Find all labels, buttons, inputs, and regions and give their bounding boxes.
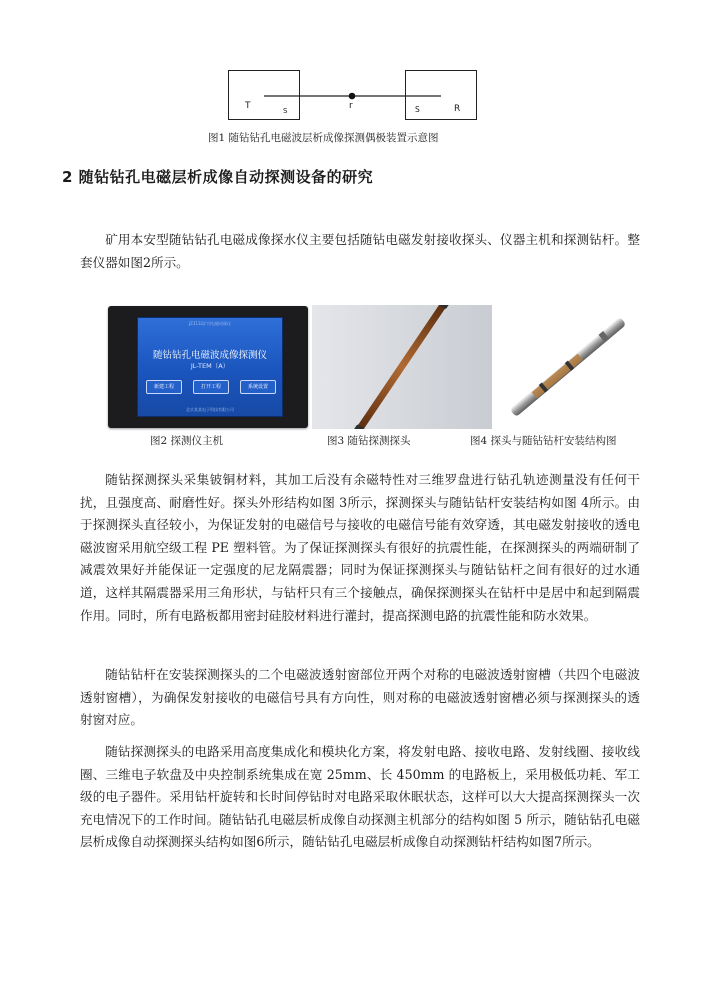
instrument-host-photo xyxy=(108,306,308,428)
section-heading: 2 随钻钻孔电磁层析成像自动探测设备的研究 xyxy=(62,168,374,186)
label-r-upper: R xyxy=(454,104,461,114)
label-s-right: S xyxy=(415,105,420,114)
screen-button-new-project: 新建工程 xyxy=(146,380,182,394)
paragraph-probe-material: 随钻探测探头采集铍铜材料，其加工后没有余磁特性对三维罗盘进行钻孔轨迹测量没有任何干扰，且强度高、耐磨性好。探头外形结构如图 3所示，探测探头与随钻钻杆安装结构如图 4所示。由于探测探头直径较小，为保证发射的电磁信号与接收的电磁信号能有效穿透，其电磁发射接收的透电磁波窗采用航空级工程 PE 塑料管。为了保证探测探头有很好的抗震性能，在探测探头的两端研制了减震效果好并能保证一定强度的尼龙隔震器；同时为保证探测探头与随钻钻杆之间有很好的过水通道，这样其隔震器采用三角形状，与钻杆只有三个接触点，确保探测探头在钻杆中是居中和起到隔震作用。同时，所有电路板都用密封硅胶材料进行灌封，提高探测电路的抗震性能和防水效果。 xyxy=(80,472,640,623)
paragraph-circuit: 随钻探测探头的电路采用高度集成化和模块化方案，将发射电路、接收电路、发射线圈、接收线圈、三维电子软盘及中央控制系统集成在宽 25mm、长 450mm 的电路板上，采用极低功耗、军工级的电子器件。采用钻杆旋转和长时间停钻时对电路采取休眠状态，这样可以大大提高探测探头一次充电情况下的工作时间。随钻钻孔电磁层析成像自动探测主机部分的结构如图 5 所示，随钻钻孔电磁层析成像自动探测探头结构如图6所示，随钻钻孔电磁层析成像自动探测钻杆结构如图7所示。 xyxy=(80,744,640,850)
screen-title: 随钻钻孔电磁波成像探测仪 xyxy=(152,350,267,361)
probe-drill-rod-photo xyxy=(494,305,642,429)
label-s-left: S xyxy=(283,107,288,115)
paragraph-intro: 矿用本安型随钻钻孔电磁成像探水仪主要包括随钻电磁发射接收探头、仪器主机和探测钻杆。整套仪器如图2所示。 xyxy=(80,232,640,270)
figure-2-caption: 图2 探测仪主机 xyxy=(150,435,224,447)
screen-button-open-project: 打开工程 xyxy=(193,380,229,394)
figure-3-caption: 图3 随钻探测探头 xyxy=(327,435,411,447)
paragraph-drill-rod: 随钻钻杆在安装探测探头的二个电磁波透射窗部位开两个对称的电磁波透射窗槽（共四个电磁波透射窗槽），为确保发射接收的电磁信号具有方向性，则对称的电磁波透射窗槽必须与探测探头的透射窗对应。 xyxy=(80,667,640,728)
dipole-line xyxy=(0,0,707,130)
screen-top-text: JZ3132矿用电磁成像仪 xyxy=(188,321,232,326)
label-r: r xyxy=(349,101,353,111)
screen-button-system-settings: 系统设置 xyxy=(240,380,276,394)
label-t: T xyxy=(245,101,251,111)
figure-1-caption: 图1 随钻钻孔电磁波层析成像探测偶极装置示意图 xyxy=(208,132,439,144)
screen-footer: 北京某某电子科技有限公司 xyxy=(186,407,234,412)
screen-model: JL-TEM（A） xyxy=(190,362,230,370)
probe-photo xyxy=(312,305,492,429)
figure-4-caption: 图4 探头与随钻钻杆安装结构图 xyxy=(470,435,617,447)
dipole-center-point xyxy=(349,93,356,100)
host-screen xyxy=(137,317,283,417)
